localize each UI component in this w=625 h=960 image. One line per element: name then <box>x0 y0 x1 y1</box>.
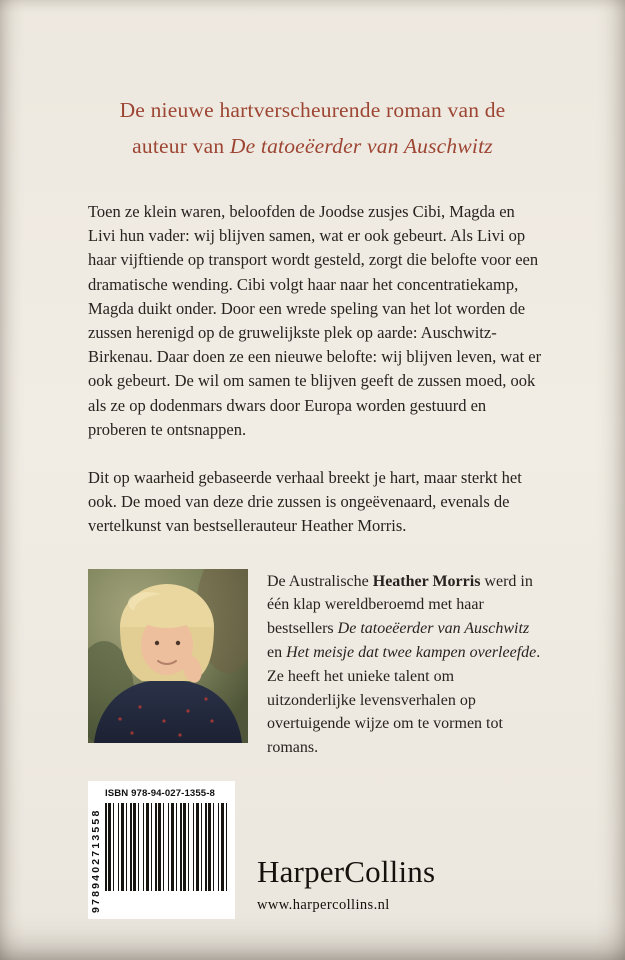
tagline-line2: auteur van De tatoeëerder van Auschwitz <box>132 134 493 158</box>
synopsis-paragraph-2: Dit op waarheid gebaseerde verhaal breekt je hart, maar sterkt het ook. De moed van deze drie zussen is ongeëvenaard, evenals de vertelkunst van bestsellerauteur Heather Morris. <box>88 468 522 536</box>
publisher-website: www.harpercollins.nl <box>257 897 390 913</box>
author-bio: De Australische Heather Morris werd in één klap wereldberoemd met haar bestsellers De tatoeëerder van Auschwitz en Het meisje dat twee kampen overleefde. Ze heeft het unieke talent om uitzonderlijke levensverhalen op overtuigende wijze om te vormen tot romans. <box>267 572 541 757</box>
tagline-line1: De nieuwe hartverscheurende roman van de <box>119 98 506 122</box>
author-photo <box>88 569 248 743</box>
author-section <box>88 569 545 760</box>
barcode <box>88 781 235 919</box>
barcode-bars <box>105 803 230 891</box>
tagline-heading <box>44 92 581 164</box>
author-portrait-illustration <box>88 569 248 743</box>
barcode-number-vertical: 9789402713558 <box>90 808 102 913</box>
publisher-block <box>257 854 435 914</box>
isbn-label: ISBN 978-94-027-1355-8 <box>105 788 215 799</box>
synopsis <box>88 200 545 539</box>
synopsis-paragraph-1: Toen ze klein waren, beloofden de Joodse zusjes Cibi, Magda en Livi hun vader: wij blijven samen, wat er ook gebeurt. Als Livi op haar vijftiende op transport wordt gesteld, zorgt die belofte voor een dramatische wending. Cibi volgt haar naar het concentratiekamp, Magda duikt onder. Door een wrede speling van het lot worden de zussen herenigd op de gruwelijkste plek op aarde: Auschwitz-Birkenau. Daar doen ze een nieuwe belofte: wij blijven leven, wat er ook gebeurt. De wil om samen te blijven geeft de zussen moed, ook als ze op dodenmars dwars door Europa worden gestuurd en proberen te ontsnappen. <box>88 202 542 439</box>
publisher-logo: HarperCollins <box>257 854 436 889</box>
